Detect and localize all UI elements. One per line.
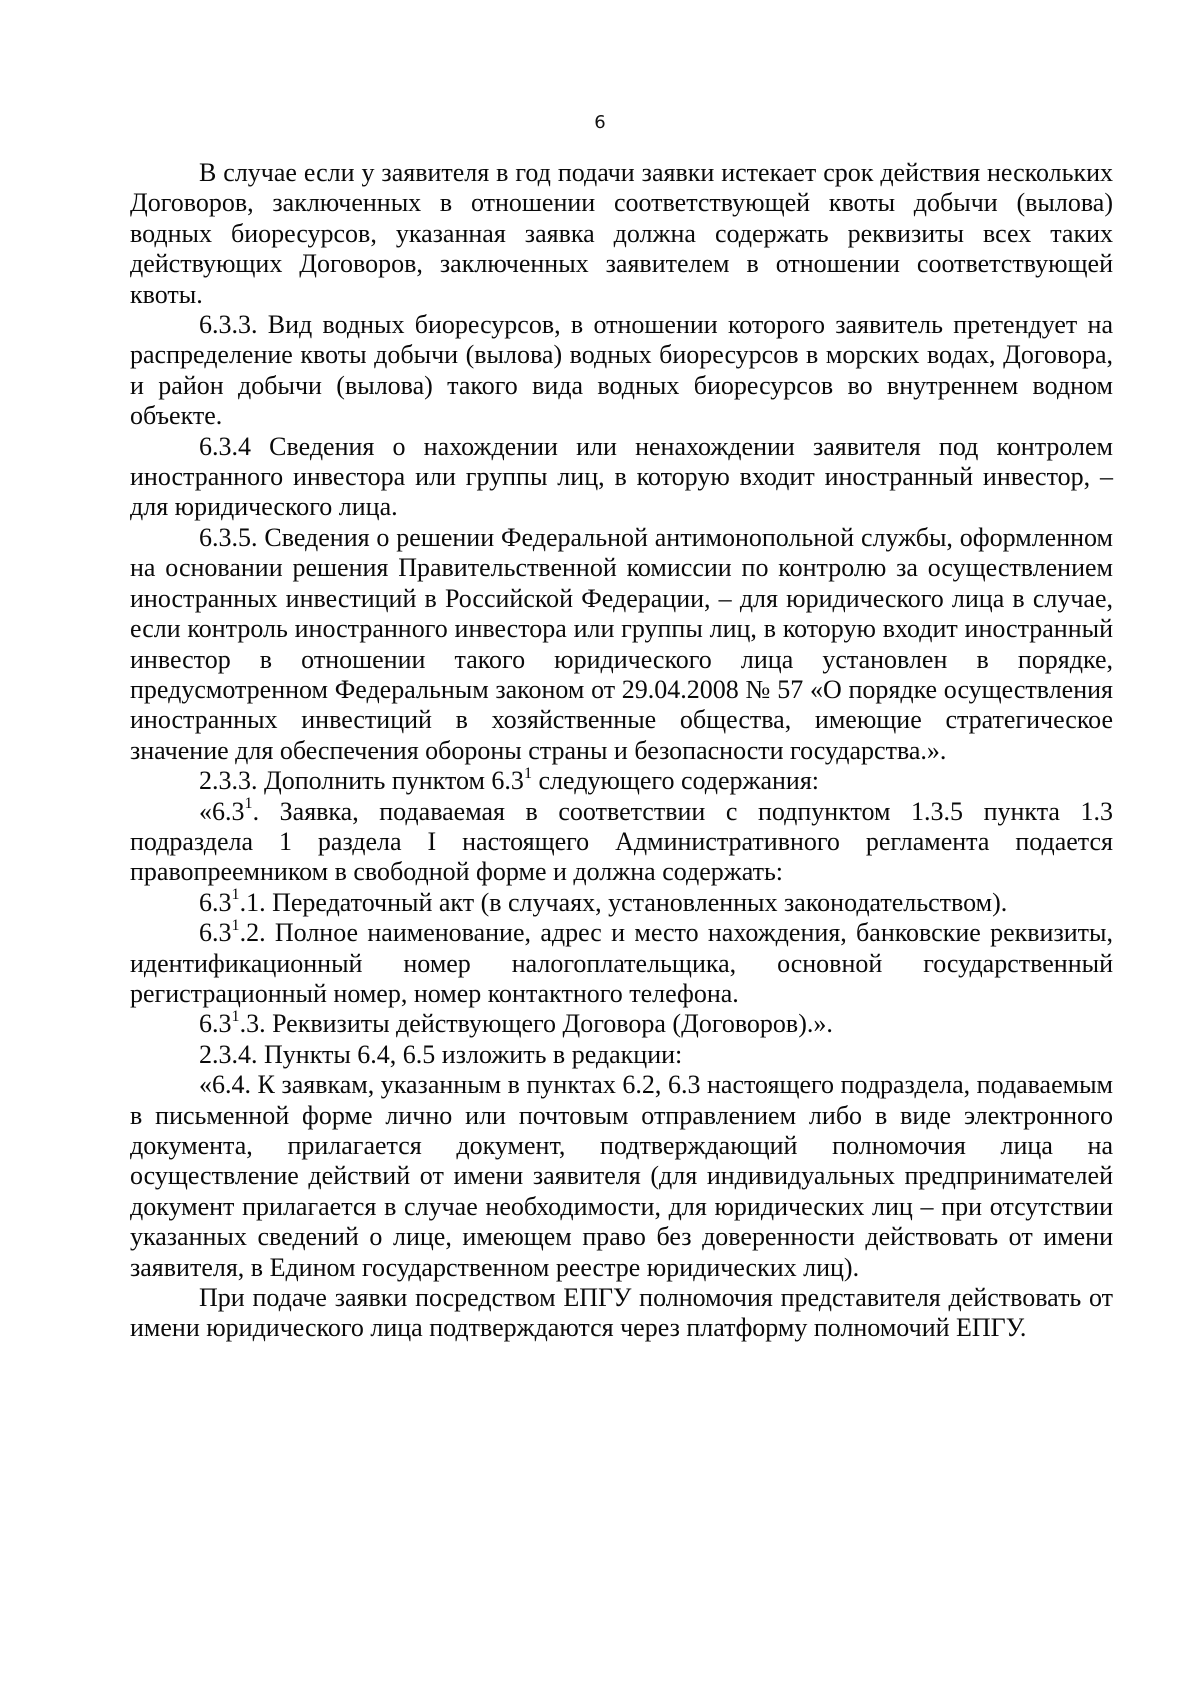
paragraph-text-after: .1. Передаточный акт (в случаях, установленных законодательством).	[239, 887, 1008, 917]
paragraph-text-before: 2.3.3. Дополнить пунктом 6.3	[199, 766, 524, 796]
paragraph-6-3-4: 6.3.4 Сведения о нахождении или ненахождении заявителя под контролем иностранного инвестора или группы лиц, в которую входит иностранный инвестор, – для юридического лица.	[130, 431, 1113, 522]
paragraph-text-before: 6.3	[199, 887, 232, 917]
paragraph-6-3-1-1	[130, 888, 1113, 918]
paragraph-2-3-4: 2.3.4. Пункты 6.4, 6.5 изложить в редакции:	[199, 1039, 683, 1069]
paragraph-text-before: «6.3	[199, 796, 245, 826]
paragraph-6-3-5: 6.3.5. Сведения о решении Федеральной антимонопольной службы, оформленном на основании решения Правительственной комиссии по контролю за осуществлением иностранных инвестиций в Российской Федерации, – для юридического лица в случае, если контроль иностранного инвестора или группы лиц, в которую входит иностранный инвестор в отношении такого юридического лица установлен в порядке, предусмотренном Федеральным законом от 29.04.2008 № 57 «О порядке осуществления иностранных инвестиций в хозяйственные общества, имеющие стратегическое значение для обеспечения обороны страны и безопасности государства.».	[130, 522, 1113, 765]
paragraph-6-3-1-3	[130, 1009, 1113, 1039]
superscript: 1	[231, 916, 240, 934]
paragraph-text-after: .2. Полное наименование, адрес и место нахождения, банковские реквизиты, идентификационный номер налогоплательщика, основной государственный регистрационный номер, номер контактного телефона.	[130, 918, 1113, 1008]
paragraph-text-after: . Заявка, подаваемая в соответствии с подпунктом 1.3.5 пункта 1.3 подраздела 1 раздела I настоящего Административного регламента подается правопреемником в свободной форме и должна содержать:	[130, 796, 1113, 887]
page-number: 6	[594, 112, 606, 133]
paragraph-text-before: 6.3	[199, 918, 232, 948]
paragraph-text-after: следующего содержания:	[532, 766, 820, 796]
superscript: 1	[231, 886, 240, 904]
paragraph-text-before: 6.3	[199, 1009, 232, 1039]
paragraph-6-3-1	[130, 797, 1113, 888]
paragraph-6-3-3: 6.3.3. Вид водных биоресурсов, в отношении которого заявитель претендует на распределение квоты добычи (вылова) водных биоресурсов в морских водах, Договора, и район добычи (вылова) такого вида водных биоресурсов во внутреннем водном объекте.	[130, 310, 1113, 431]
paragraph-expiry-contracts: В случае если у заявителя в год подачи заявки истекает срок действия нескольких Договоров, заключенных в отношении соответствующей квоты добычи (вылова) водных биоресурсов, указанная заявка должна содержать реквизиты всех таких действующих Договоров, заключенных заявителем в отношении соответствующей квоты.	[130, 158, 1113, 309]
superscript: 1	[244, 795, 253, 813]
paragraph-6-4: «6.4. К заявкам, указанным в пунктах 6.2, 6.3 настоящего подраздела, подаваемым в письменной форме лично или почтовым отправлением либо в виде электронного документа, прилагается документ, подтверждающий полномочия лица на осуществление действий от имени заявителя (для индивидуальных предпринимателей документ прилагается в случае необходимости, для юридических лиц – при отсутствии указанных сведений о лице, имеющем право без доверенности действовать от имени заявителя, в Едином государственном реестре юридических лиц).	[130, 1070, 1113, 1282]
superscript: 1	[231, 1008, 240, 1026]
paragraph-6-3-1-2	[130, 918, 1113, 1009]
document-body	[130, 158, 1113, 1344]
paragraph-epgu: При подаче заявки посредством ЕПГУ полномочия представителя действовать от имени юридического лица подтверждаются через платформу полномочий ЕПГУ.	[130, 1283, 1113, 1343]
paragraph-2-3-3	[130, 766, 1113, 796]
paragraph-text-after: .3. Реквизиты действующего Договора (Договоров).».	[239, 1009, 833, 1039]
superscript: 1	[523, 764, 532, 782]
